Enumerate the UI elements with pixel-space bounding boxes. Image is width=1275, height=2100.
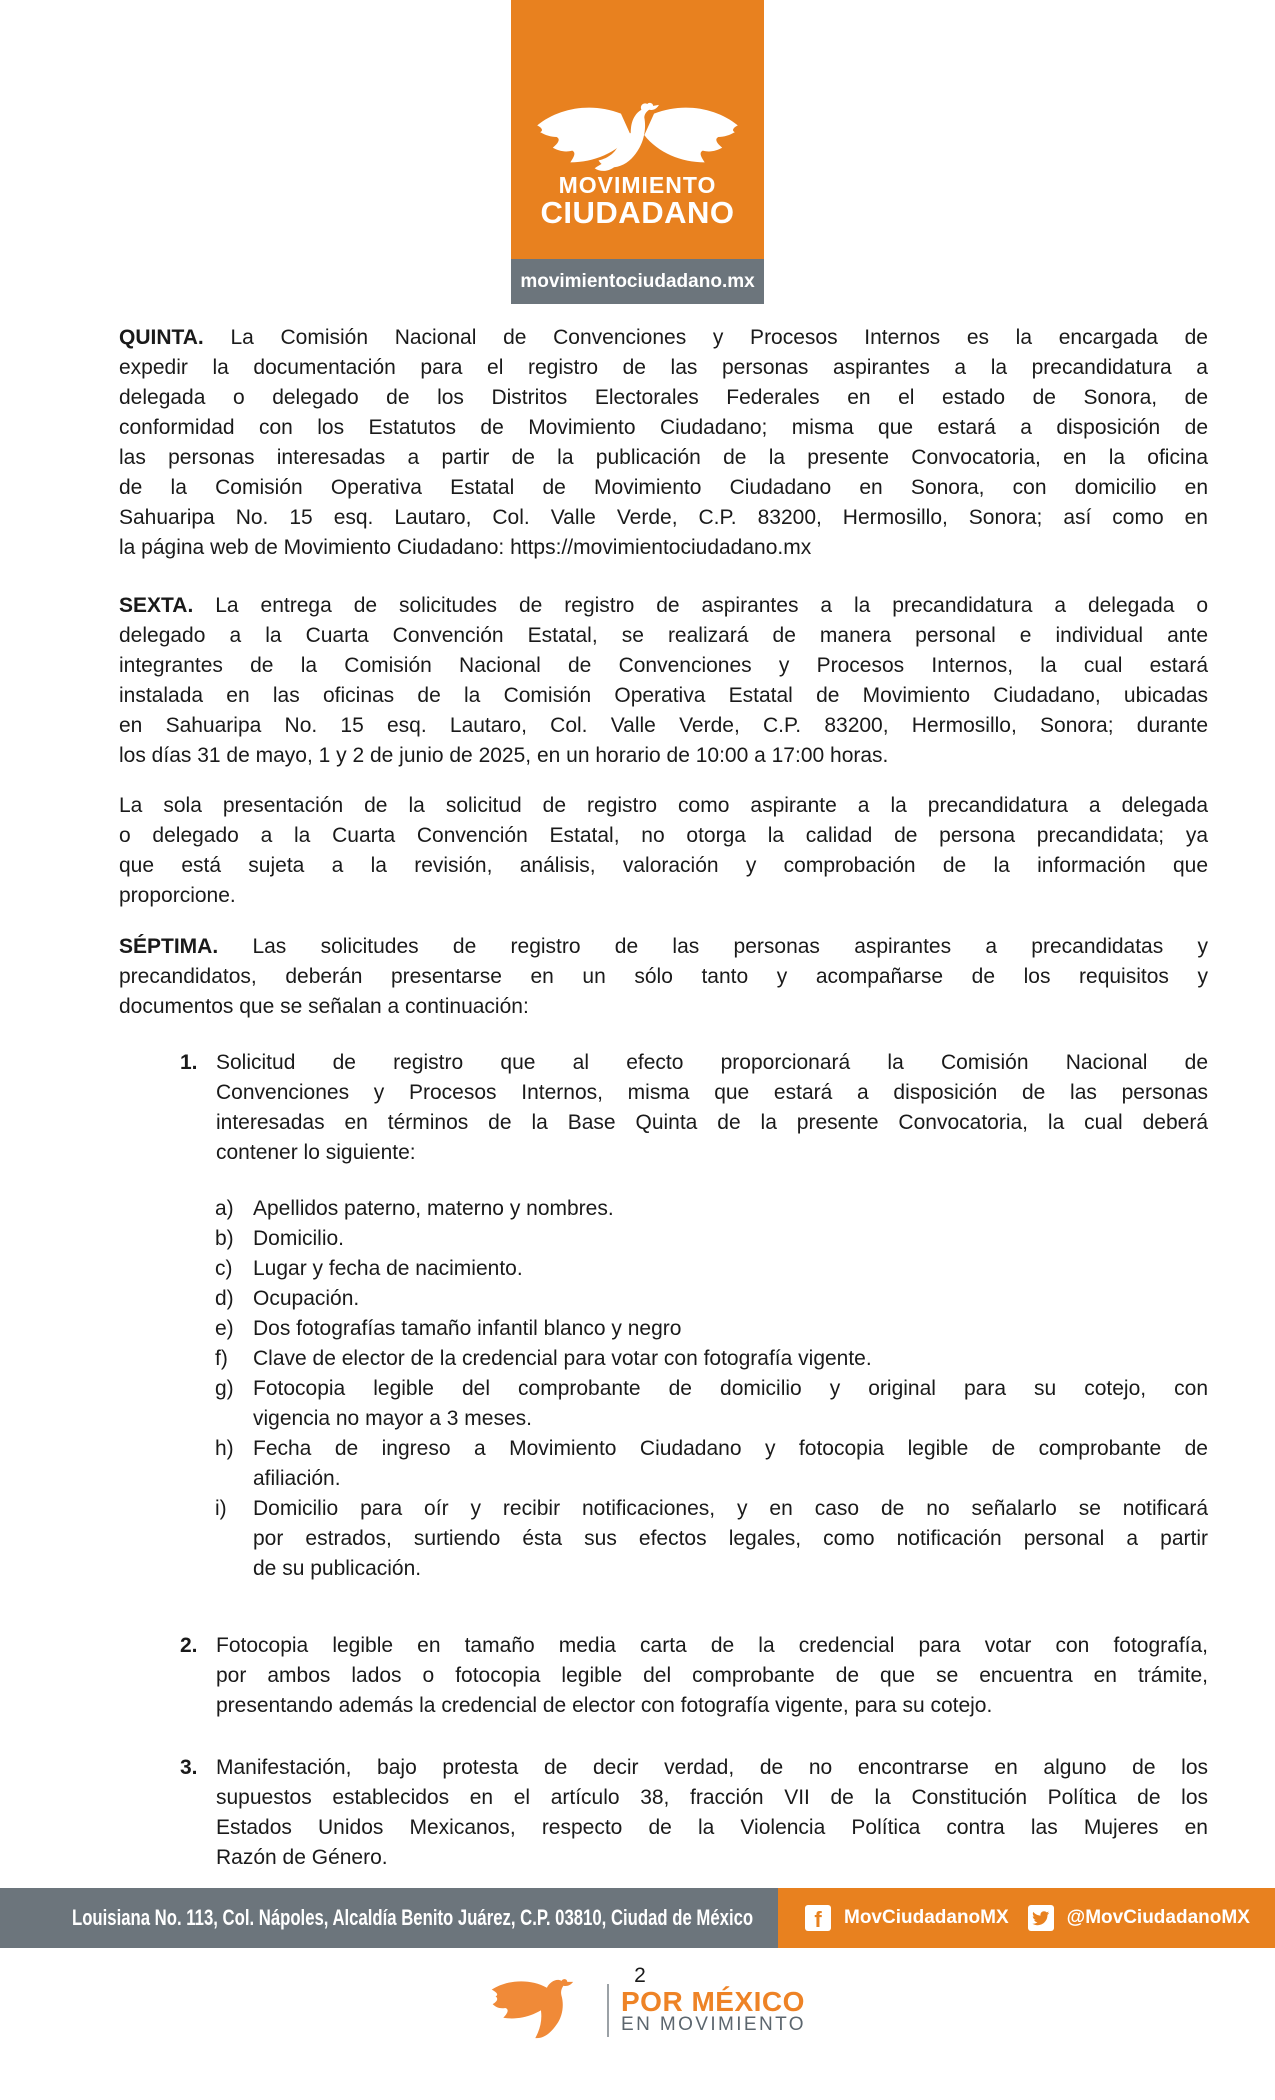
text-line: o delegado a la Cuarta Convención Estatal, no otorga la calidad de persona precandidata; ya [119, 824, 1208, 847]
list-letter: g) [215, 1377, 234, 1400]
footer-bar [0, 1888, 1275, 1948]
text-line: precandidatos, deberán presentarse en un sólo tanto y acompañarse de los requisitos y [119, 965, 1208, 988]
text-line: Estados Unidos Mexicanos, respecto de la Violencia Política contra las Mujeres en [216, 1816, 1208, 1839]
footer-address-section [0, 1888, 778, 1948]
text-line: Domicilio para oír y recibir notificaciones, y en caso de no señalarlo se notificará [253, 1497, 1208, 1520]
section-label: SEXTA. [119, 594, 216, 617]
text-line: Convenciones y Procesos Internos, misma que estará a disposición de las personas [216, 1081, 1208, 1104]
list-letter: h) [215, 1437, 234, 1460]
lettered-item [119, 1374, 1208, 1434]
text-line: Clave de elector de la credencial para votar con fotografía vigente. [253, 1347, 872, 1370]
brand-name-line2: CIUDADANO [540, 195, 735, 230]
text-line: los días 31 de mayo, 1 y 2 de junio de 2025, en un horario de 10:00 a 17:00 horas. [119, 744, 889, 767]
footer-social-section [778, 1888, 1275, 1948]
list-letter: f) [215, 1347, 228, 1370]
lettered-item [119, 1224, 1208, 1254]
lettered-item [119, 1254, 1208, 1284]
text-line: instalada en las oficinas de la Comisión Operativa Estatal de Movimiento Ciudadano, ubicadas [119, 684, 1208, 707]
paragraph [119, 591, 1208, 771]
page-number: 2 [634, 1964, 646, 1987]
text-line: documentos que se señalan a continuación: [119, 995, 529, 1018]
logo-divider [607, 1984, 609, 2037]
lettered-item [119, 1314, 1208, 1344]
paragraph [119, 323, 1208, 563]
lettered-list [119, 1194, 1208, 1584]
text-line: Fotocopia legible en tamaño media carta de la credencial para votar con fotografía, [216, 1634, 1208, 1657]
list-letter: b) [215, 1227, 234, 1250]
list-letter: i) [215, 1497, 227, 1520]
text-line: expedir la documentación para el registro de las personas aspirantes a la precandidatura a [119, 356, 1208, 379]
text-line: Manifestación, bajo protesta de decir verdad, de no encontrarse en alguno de los [216, 1756, 1208, 1779]
numbered-item [119, 1631, 1208, 1721]
text-line: de su publicación. [253, 1557, 422, 1580]
slogan-title: POR MÉXICO [621, 1986, 805, 2017]
list-number: 1. [180, 1051, 198, 1074]
mc-eagle-icon [535, 102, 740, 176]
text-line: Solicitud de registro que al efecto proporcionará la Comisión Nacional de [216, 1051, 1208, 1074]
text-line: en Sahuaripa No. 15 esq. Lautaro, Col. Valle Verde, C.P. 83200, Hermosillo, Sonora; durante [119, 714, 1208, 737]
text-line: interesadas en términos de la Base Quinta de la presente Convocatoria, la cual deberá [216, 1111, 1208, 1134]
numbered-item [119, 1048, 1208, 1168]
text-line: supuestos establecidos en el artículo 38, fracción VII de la Constitución Política de los [216, 1786, 1208, 1809]
list-number: 3. [180, 1756, 198, 1779]
text-line: delegada o delegado de los Distritos Electorales Federales en el estado de Sonora, de [119, 386, 1208, 409]
section-label: SÉPTIMA. [119, 935, 253, 958]
text-line: conformidad con los Estatutos de Movimiento Ciudadano; misma que estará a disposición de [119, 416, 1208, 439]
text-line: SÉPTIMA. Las solicitudes de registro de las personas aspirantes a precandidatas y [119, 935, 1208, 958]
text-line: la página web de Movimiento Ciudadano: https://movimientociudadano.mx [119, 536, 812, 559]
text-line: Domicilio. [253, 1227, 345, 1250]
lettered-item [119, 1284, 1208, 1314]
text-line: las personas interesadas a partir de la publicación de la presente Convocatoria, en la oficina [119, 446, 1208, 469]
text-line: que está sujeta a la revisión, análisis, valoración y comprobación de la información que [119, 854, 1208, 877]
brand-name-line1: MOVIMIENTO [558, 172, 717, 198]
text-line: Apellidos paterno, materno y nombres. [253, 1197, 614, 1220]
text-line: Sahuaripa No. 15 esq. Lautaro, Col. Valle Verde, C.P. 83200, Hermosillo, Sonora; así como en [119, 506, 1208, 529]
paragraph [119, 791, 1208, 911]
list-letter: c) [215, 1257, 233, 1280]
list-letter: e) [215, 1317, 234, 1340]
lettered-item [119, 1434, 1208, 1494]
list-letter: a) [215, 1197, 234, 1220]
text-line: presentando además la credencial de elector con fotografía vigente, para su cotejo. [216, 1694, 993, 1717]
text-line: La sola presentación de la solicitud de registro como aspirante a la precandidatura a delegada [119, 794, 1208, 817]
text-line: de la Comisión Operativa Estatal de Movimiento Ciudadano en Sonora, con domicilio en [119, 476, 1208, 499]
footer-address: Louisiana No. 113, Col. Nápoles, Alcaldía Benito Juárez, C.P. 03810, Ciudad de México [72, 1905, 754, 1930]
section-label: QUINTA. [119, 326, 231, 349]
text-line: QUINTA. La Comisión Nacional de Convenciones y Procesos Internos es la encargada de [119, 326, 1208, 349]
slogan-subtitle: EN MOVIMIENTO [621, 2014, 806, 2035]
lettered-item [119, 1494, 1208, 1584]
text-line: SEXTA. La entrega de solicitudes de registro de aspirantes a la precandidatura a delegada o [119, 594, 1208, 617]
document-body [119, 323, 1208, 1873]
list-number: 2. [180, 1634, 198, 1657]
text-line: Dos fotografías tamaño infantil blanco y negro [253, 1317, 682, 1340]
header-logo-box [511, 0, 764, 259]
text-line: delegado a la Cuarta Convención Estatal, se realizará de manera personal e individual ante [119, 624, 1208, 647]
twitter-handle: @MovCiudadanoMX [1066, 1907, 1250, 1928]
text-line: integrantes de la Comisión Nacional de Convenciones y Procesos Internos, la cual estará [119, 654, 1208, 677]
website-text: movimientociudadano.mx [520, 270, 755, 292]
facebook-icon: f [805, 1905, 831, 1931]
twitter-icon [1028, 1905, 1054, 1931]
facebook-handle: MovCiudadanoMX [844, 1907, 1009, 1928]
text-line: Fotocopia legible del comprobante de domicilio y original para su cotejo, con [253, 1377, 1208, 1400]
text-line: Ocupación. [253, 1287, 360, 1310]
lettered-item [119, 1194, 1208, 1224]
mc-eagle-icon [490, 1978, 598, 2040]
paragraph [119, 932, 1208, 1022]
text-line: Lugar y fecha de nacimiento. [253, 1257, 523, 1280]
lettered-item [119, 1344, 1208, 1374]
text-line: Fecha de ingreso a Movimiento Ciudadano y fotocopia legible de comprobante de [253, 1437, 1208, 1460]
text-line: contener lo siguiente: [216, 1141, 416, 1164]
text-line: vigencia no mayor a 3 meses. [253, 1407, 532, 1430]
list-letter: d) [215, 1287, 234, 1310]
text-line: afiliación. [253, 1467, 341, 1490]
text-line: por ambos lados o fotocopia legible del comprobante de que se encuentra en trámite, [216, 1664, 1208, 1687]
text-line: Razón de Género. [216, 1846, 388, 1869]
text-line: por estrados, surtiendo ésta sus efectos legales, como notificación personal a partir [253, 1527, 1208, 1550]
numbered-item [119, 1753, 1208, 1873]
text-line: proporcione. [119, 884, 236, 907]
website-bar [511, 259, 764, 304]
